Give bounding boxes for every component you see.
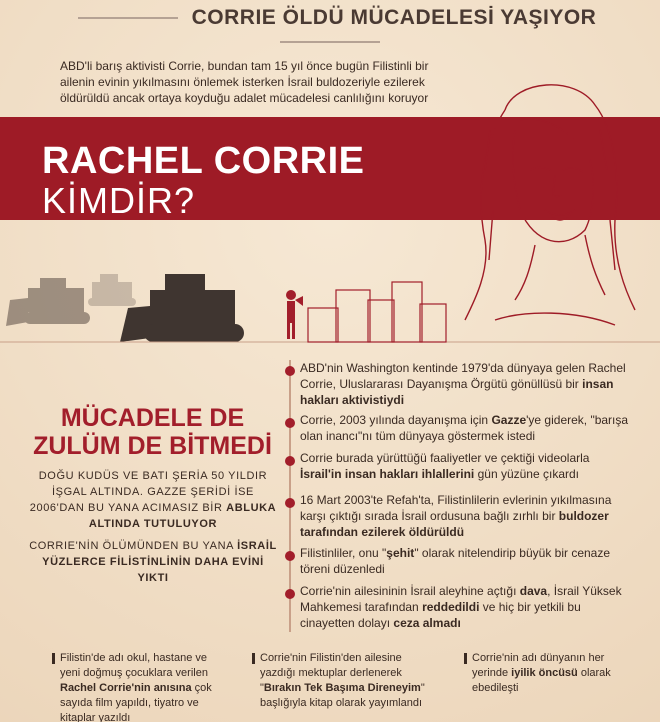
timeline-item: ABD'nin Washington kentinde 1979'da dünyaya gelen Rachel Corrie, Uluslararası Dayanışma Örgütü gönüllüsü bir insan hakları aktivistiydi xyxy=(300,361,626,407)
timeline-item: Corrie burada yürüttüğü faaliyetler ve çektiği videolarla İsrail'in insan hakları ihlallerini gün yüzüne çıkardı xyxy=(300,451,590,481)
section-title: MÜCADELE DE ZULÜM DE BİTMEDİ xyxy=(33,404,272,460)
timeline-dot xyxy=(285,366,295,376)
section-paragraph: CORRIE'NİN ÖLÜMÜNDEN BU YANA İSRAİL YÜZLERCE FİLİSTİNLİNİN DAHA EVİNİ YIKTI xyxy=(29,540,277,584)
timeline-dot xyxy=(285,456,295,466)
hero-name: RACHEL CORRIE xyxy=(42,140,365,182)
title-text: CORRIE ÖLDÜ MÜCADELESİ YAŞIYOR xyxy=(191,6,597,29)
timeline-item: 16 Mart 2003'te Refah'ta, Filistinlilerin evlerinin yıkılmasına karşı çıktığı sırada İsrail ordusuna bağlı zırhlı bir buldozer tarafından ezilerek öldürüldü xyxy=(300,493,612,539)
subtitle: ABD'li barış aktivisti Corrie, bundan tam 15 yıl önce bugün Filistinli bir ailenin evinin yıkılmasını önlemek isterken İsrail buldozeriyle ezilerek öldürüldü ancak ortaya koyduğu adalet mücadelesi canlılığını koruyor xyxy=(60,59,429,105)
bulldozer-scene xyxy=(0,260,660,370)
timeline-item: Filistinliler, onu "şehit" olarak nitelendirip büyük bir cenaze töreni düzenledi xyxy=(300,546,611,576)
timeline-dot xyxy=(285,498,295,508)
timeline-dot xyxy=(285,418,295,428)
hero-question: KİMDİR? xyxy=(42,180,196,221)
footer-note: Corrie'nin adı dünyanın her yerinde iyilik öncüsü olarak ebedileşti xyxy=(472,651,622,696)
bullet-mark xyxy=(464,653,467,664)
timeline-dot xyxy=(285,551,295,561)
bullet-mark xyxy=(52,653,55,664)
footer-note: Corrie'nin Filistin'den ailesine yazdığı mektuplar derlenerek "Bırakın Tek Başıma Direneyim" başlığıyla kitap olarak yayımlandı xyxy=(260,651,430,711)
bullet-mark xyxy=(252,653,255,664)
section-paragraph: DOĞU KUDÜS VE BATI ŞERİA 50 YILDIR İŞGAL ALTINDA. GAZZE ŞERİDİ İSE 2006'DAN BU YANA ACIMASIZ BİR ABLUKA ALTINDA TUTULUYOR xyxy=(29,470,277,530)
title-rule-left xyxy=(78,17,178,19)
timeline-item: Corrie'nin ailesininin İsrail aleyhine açtığı dava, İsrail Yüksek Mahkemesi tarafından reddedildi ve hiç bir yetkili bu cinayetten dolayı ceza almadı xyxy=(300,584,622,630)
page-title xyxy=(0,6,660,54)
timeline-dot xyxy=(285,589,295,599)
timeline-item: Corrie, 2003 yılında dayanışma için Gazze'ye giderek, "barışa olan inancı"nı tüm dünyaya göstermek istedi xyxy=(300,413,629,443)
title-rule-right xyxy=(280,41,380,43)
footer-note: Filistin'de adı okul, hastane ve yeni doğmuş çocuklara verilen Rachel Corrie'nin anısına çok sayıda film yapıldı, tiyatro ve kitaplar yazıldı xyxy=(60,651,230,722)
